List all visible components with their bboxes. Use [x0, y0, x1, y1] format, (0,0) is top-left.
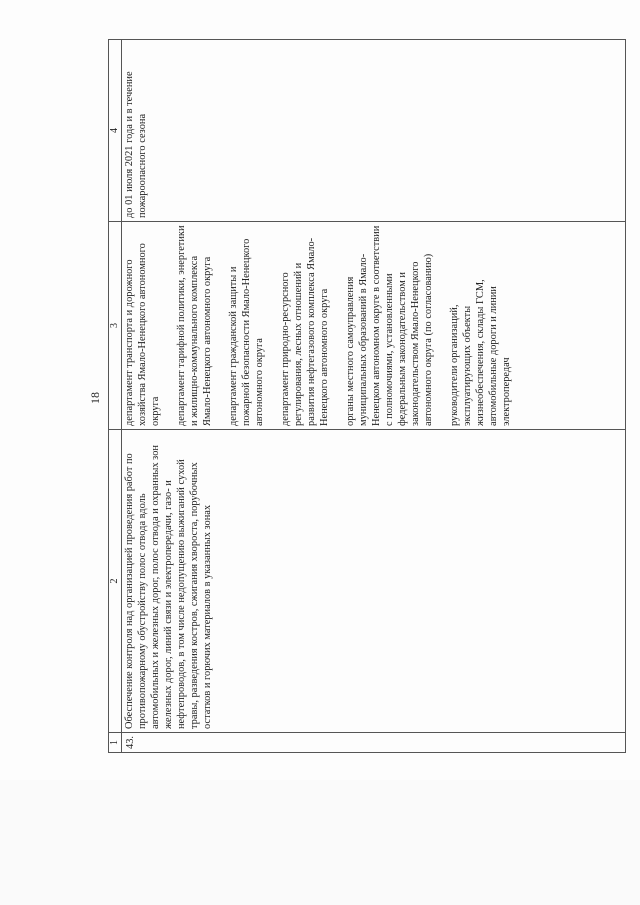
executor-item: департамент транспорта и дорожного хозяйства Ямало-Ненецкого автономного округа	[124, 243, 161, 426]
row-deadline: до 01 июля 2021 года и в течение пожароопасного сезона	[122, 40, 626, 222]
rotated-page	[88, 40, 638, 753]
header-col-1: 1	[109, 733, 122, 753]
row-executors	[122, 222, 626, 430]
table-header-row	[109, 40, 122, 753]
executor-item: департамент тарифной политики, энергетики и жилищно-коммунального комплекса Ямало-Ненецкого автономного округа	[176, 225, 213, 426]
executor-item: департамент гражданской защиты и пожарной безопасности Ямало-Ненецкого автономного округа	[228, 238, 265, 426]
executor-item: департамент природно-ресурсного регулирования, лесных отношений и развития нефтегазового комплекса Ямало-Ненецкого автономного округа	[280, 237, 330, 426]
header-col-3: 3	[109, 222, 122, 430]
page-number: 18	[88, 392, 102, 404]
row-description: Обеспечение контроля над организацией проведения работ по противопожарному обустройству полос отвода вдоль автомобильных и железных дорог, полос отвода и охранных зон железных дорог, линий связи и электропередачи, газо- и нефтепроводов, в том числе недопущению выжиганий сухой травы, разведения костров, сжигания хвороста, порубочных остатков и горючих материалов в указанных зонах	[122, 430, 626, 733]
row-number: 43.	[122, 733, 626, 753]
executor-item: руководители организаций, эксплуатирующих объекты жизнеобеспечения, склады ГСМ, автомобильные дороги и линии электропередач	[449, 279, 512, 426]
plan-table	[108, 39, 626, 753]
executor-item: органы местного самоуправления муниципальных образований в Ямало-Ненецком автономном округе в соответствии с полномочиями, установленными федеральным законодательством и законодательством Ямало-Ненецкого автономного округа (по согласованию)	[345, 225, 434, 426]
header-col-4: 4	[109, 40, 122, 222]
table-row	[122, 40, 626, 753]
header-col-2: 2	[109, 430, 122, 733]
scan-bottom-area	[0, 780, 640, 905]
